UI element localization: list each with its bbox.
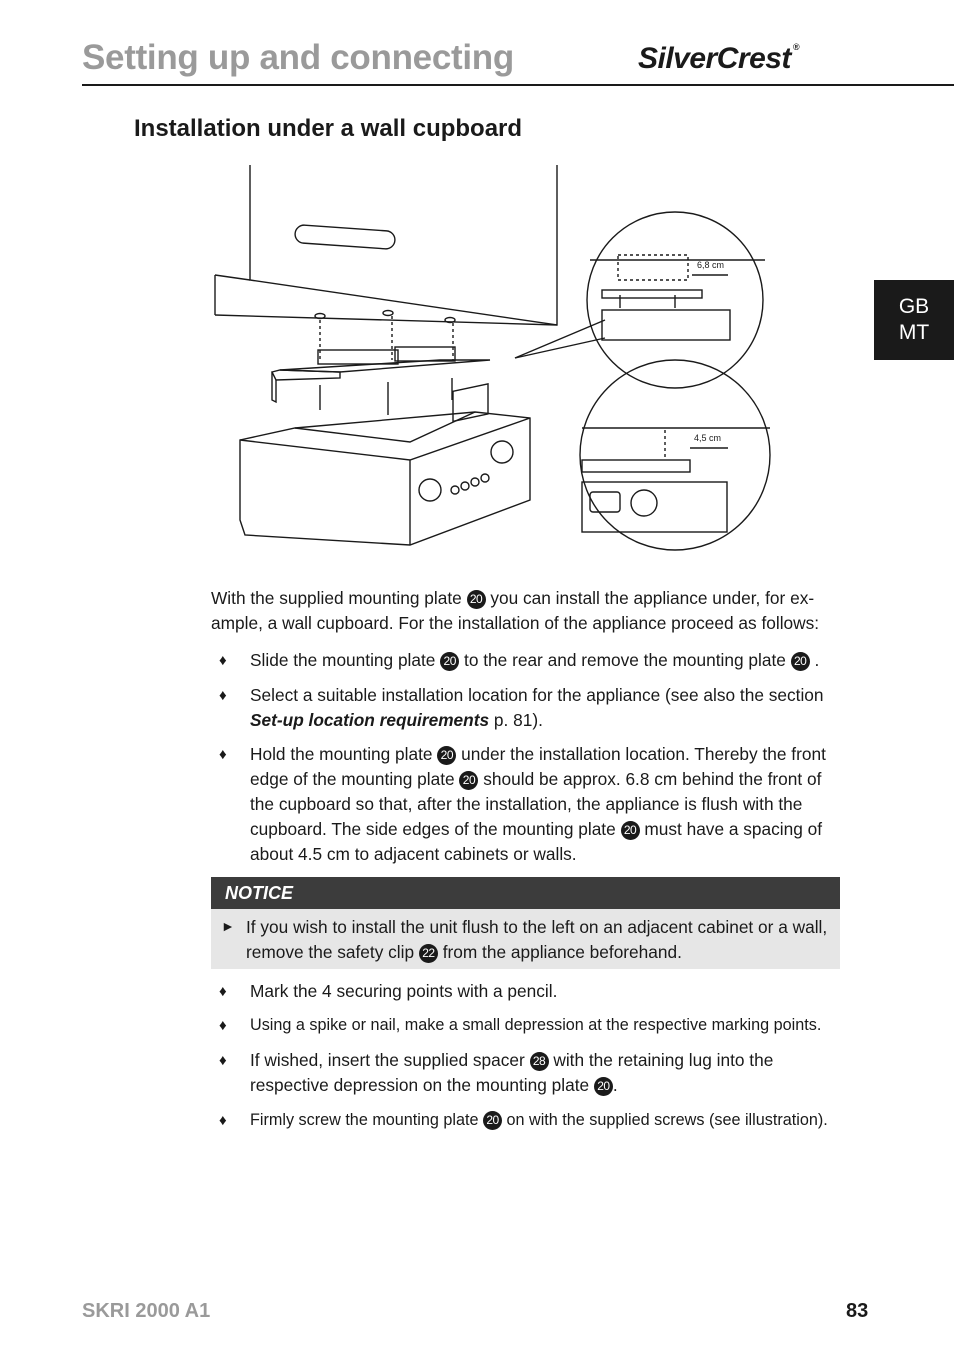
bullet-diamond-icon: ♦: [219, 746, 227, 763]
list-item: ♦ Hold the mounting plate 20 under the installation location. Thereby the front edge of the mounting plate 20 should be approx. 6.8 cm behind the front of the cupboard so that, after the installation, the appliance is flush with the cupboard. The side edges of the mounting plate 20 must have a spacing of about 4.5 cm to adjacent cabinets or walls.: [219, 744, 826, 864]
brand-logo: [638, 42, 799, 76]
list-item: ♦ Mark the 4 securing points with a pencil.: [211, 979, 841, 1004]
notice-body: ► If you wish to install the unit flush to the left on an adjacent cabinet or a wall, remove the safety clip 22 from the appliance beforehand.: [211, 909, 840, 969]
ref-badge: 22: [419, 944, 438, 963]
ref-badge: 20: [437, 746, 456, 765]
dimension-label-bottom: 4,5 cm: [694, 433, 722, 443]
bullet-diamond-icon: ♦: [219, 1052, 227, 1069]
ref-badge: 20: [440, 652, 459, 671]
bullet-diamond-icon: ♦: [219, 1112, 227, 1129]
page-number: 83: [846, 1300, 869, 1322]
footer-model: SKRI 2000 A1: [82, 1300, 211, 1322]
ref-badge: 20: [459, 771, 478, 790]
intro-text-2: you can install the appliance under, for ex-ample, a wall cupboard. For the installation of the appliance proceed as follows:: [211, 588, 820, 633]
bullet-diamond-icon: ♦: [219, 687, 227, 704]
notice-heading: NOTICE: [225, 883, 294, 903]
list-item: ♦ Select a suitable installation location for the appliance (see also the section Set-up location requirements p. 81).: [219, 685, 824, 730]
notice-header: [211, 877, 840, 909]
registered-mark: ®: [792, 42, 800, 52]
brand-name: SilverCrest: [638, 42, 791, 75]
bullet-diamond-icon: ♦: [219, 1017, 227, 1034]
dimension-label-top: 6,8 cm: [697, 260, 725, 270]
page-header-title: Setting up and connecting: [82, 38, 514, 77]
ref-badge: 28: [530, 1052, 549, 1071]
installation-illustration: [210, 160, 780, 560]
intro-text-1: With the supplied mounting plate: [211, 588, 467, 608]
ref-badge: 20: [621, 821, 640, 840]
list-item: ♦ Using a spike or nail, make a small depression at the respective marking points.: [211, 1013, 841, 1038]
language-tab-line1: GB: [898, 295, 930, 318]
ref-badge: 20: [483, 1111, 502, 1130]
ref-badge: 20: [467, 590, 486, 609]
list-item: ♦ Slide the mounting plate 20 to the rear and remove the mounting plate 20 .: [211, 648, 841, 673]
section-title: Installation under a wall cupboard: [134, 115, 523, 142]
list-item: ♦ If wished, insert the supplied spacer 28 with the retaining lug into the respective depression on the mounting plate 20 .: [219, 1050, 774, 1095]
ref-badge: 20: [791, 652, 810, 671]
header-rule: [82, 84, 954, 86]
ref-badge: 20: [594, 1077, 613, 1096]
section-reference: Set-up location requirements: [250, 710, 490, 730]
language-tab-line2: MT: [898, 321, 930, 344]
intro-paragraph: [211, 586, 841, 636]
bullet-diamond-icon: ♦: [219, 983, 227, 1000]
bullet-diamond-icon: ♦: [219, 652, 227, 669]
language-tab: [874, 280, 954, 360]
list-item: ♦ Firmly screw the mounting plate 20 on with the supplied screws (see illustration).: [211, 1108, 841, 1133]
arrow-right-icon: ►: [221, 918, 235, 934]
